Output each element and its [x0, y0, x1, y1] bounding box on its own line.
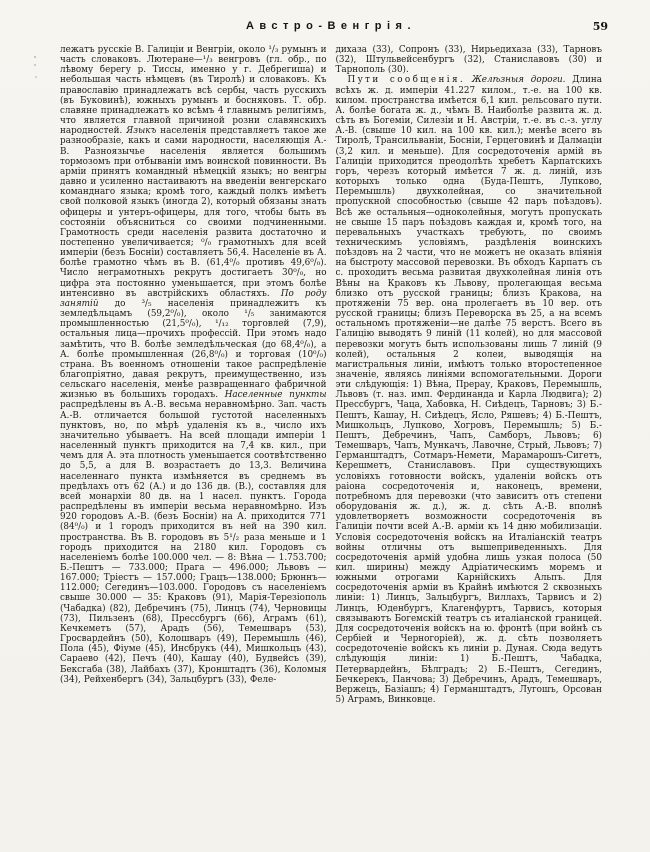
column-right [336, 45, 603, 705]
paragraph [60, 45, 327, 685]
text-columns [60, 45, 602, 705]
text-run-italic: Желѣзныя дороги. [471, 75, 566, 86]
text-run-spaced: Пути сообщенія. [347, 75, 466, 86]
text-run-normal: населенія представляетъ такое же разнообразіе, какъ и сами народности, населяющія А.-В. Разноязычье населенія является большимъ тормозомъ при отбываніи имъ воинской повинности. Въ арміи принятъ командный нѣмецкій языкъ; но венгры давно и усиленно настаиваютъ на введеніи венгерскаго команднаго языка; кромѣ того, каждый полкъ имѣетъ свой полковой языкъ (иногда 2), который обязаны знать офицеры и унтеръ-офицеры, для того, чтобы быть въ состояніи объясниться со своими подчиненными. Грамотность среди населенія развита достаточно и постепенно увеличивается; ⁰/₀ грамотныхъ для всей имперіи (безъ Босніи) составляетъ 56,4. Населеніе въ А. болѣе грамотно чѣмъ въ В. (61,4⁰/₀ противъ 49,6⁰/₀). Число неграмотныхъ рекрутъ достигаетъ 30⁰/₀, но цифра эта постоянно уменьшается, при этомъ болѣе интенсивно въ австрійскихъ областяхъ. [60, 126, 327, 299]
text-run-normal [465, 75, 472, 85]
text-run-italic: Населенные пункты [224, 390, 327, 401]
text-run-normal: распредѣлены въ А.-В. весьма неравномѣрно. Зап. часть А.-В. отличается большой густотой населенныхъ пунктовъ, но, по мѣрѣ удаленія къ в., число ихъ значительно убываетъ. На всей площади имперіи 1 населенный пунктъ приходится на 7,4 кв. кил., при чемъ для А. эта плотность уменьшается соотвѣтственно до 5,5, а для В. возрастаетъ до 13,3. Величина населеннаго пункта измѣняется въ среднемъ въ предѣлахъ отъ 62 (А.) и до 136 дв. (В.), составляя для всей монархіи 80 дв. на 1 насел. пунктъ. Города распредѣлены въ имперіи весьма неравномѣрно. Изъ 920 городовъ А.-В. (безъ Босніи) на А. приходится 771 (84⁰/₀) и 1 городъ приходится въ ней на 390 кил. пространства. Въ В. городовъ въ 5¹/₂ раза меньше и 1 городъ приходится на 2180 кил. Городовъ съ населеніемъ болѣе 100.000 чел. — 8: Вѣна — 1.753.700; Б.-Пештъ — 733.000; Прага — 496.000; Львовъ — 167.000; Тріестъ — 157.000; Грацъ—138.000; Брюннъ—112.000; Сегединъ—103.000. Городовъ съ населеніемъ свыше 30.000 — 35: Краковъ (91), Марія-Терезіополь (Чабадка) (82), Дебречинъ (75), Линцъ (74), Черновицы (73), Пильзенъ (68), Прессбургъ (66), Аграмъ (61), Кечкеметъ (57), Арадъ (56), Темешваръ (53), Гросвардейнъ (50), Колошваръ (49), Перемышль (46), Пола (45), Фіуме (45), Инсбрукъ (44), Мишкольцъ (43), Сараево (42), Печъ (40), Кашау (40), Будвейсъ (39), Бексгаба (38), Лайбахъ (37), Кронштадтъ (36), Коломыя (34), Рейхенбергъ (34), Зальцбургъ (33), Феле- [60, 400, 327, 685]
scan-artifact [34, 56, 36, 58]
running-title: Австро-Венгрія. [245, 20, 417, 32]
paragraph [336, 45, 603, 75]
text-run-normal: Длина всѣхъ ж. д. имперіи 41.227 килом., т.-е. на 100 кв. килом. пространства имѣется 6,1 кил. рельсоваго пути. А. болѣе богата ж. д., чѣмъ В. Наиболѣе развита ж. д. сѣть въ Богеміи, Силезіи и Н. Австріи, т.-е. въ с.-з. углу А.-В. (свыше 10 кил. на 100 кв. кил.); менѣе всего въ Тиролѣ, Трансильваніи, Босніи, Герцеговинѣ и Далмаціи (3,2 кил. и меньше). Для сосредоточенія армій въ Галиціи приходится преодолѣть хребетъ Карпатскихъ горъ, черезъ который имѣется 7 ж. д. линій, изъ которыхъ только одна (Буда-Пештъ, Лупково, Перемышль) двухколейная, со значительной пропускной способностью (свыше 42 паръ поѣздовъ). Всѣ же остальныя—одноколейныя, могутъ пропускать не свыше 15 паръ поѣздовъ каждая и, кромѣ того, на перевальныхъ участкахъ требуютъ, по своимъ техническимъ условіямъ, раздѣленія воинскихъ поѣздовъ на 2 части, что не можетъ не оказать вліянія на быстроту массовой перевозки. Въ обходъ Карпатъ съ с. проходитъ весьма развитая двухколейная линія отъ Вѣны на Краковъ къ Львову, пролегающая весьма близко отъ русской границы; близъ Кракова, на протяженіи 75 вер. она пролегаетъ въ 10 вер. отъ русской границы; близъ Переворска въ 25, а на всемъ остальномъ протяженіи—не далѣе 75 верстъ. Всего въ Галицію выводятъ 9 линій (11 колей), но для массовой перевозки могутъ быть использованы лишь 7 линій (9 колей), остальныя 2 колеи, выводящія на магистральныя линіи, имѣютъ только второстепенное значеніе, являясь линіями вспомогательными. Дороги эти слѣдующія: 1) Вѣна, Прерау, Краковъ, Перемышль, Львовъ (т. наз. имп. Фердинанда и Карла Людвига); 2) Прессбургъ, Чаца, Хабовка, Н. Сиѣдецъ, Тарновъ; 3) Б.-Пештъ, Кашау, Н. Сиѣдецъ, Ясло, Ряшевъ; 4) Б.-Пештъ, Мишкольцъ, Лупково, Хогровъ, Перемышль; 5) Б.-Пештъ, Дебречинъ, Чапъ, Самборъ, Львовъ; 6) Темешваръ, Чапъ, Мункачъ, Лавочне, Стрый, Львовъ; 7) Германштадтъ, Сотмаръ-Немети, Марамарошъ-Сигетъ, Керешметъ, Станиславовъ. При существующихъ условіяхъ готовности войскъ, удаленіи войскъ отъ раіона сосредоточенія и, наконецъ, времени, потребномъ для перевозки (что зависитъ отъ степени оборудованія ж. д.), ж. д. сѣть А.-В. вполнѣ удовлетворяетъ возможности сосредоточенія въ Галиціи почти всей А.-В. арміи къ 14 дню мобилизаціи. Условія сосредоточенія войскъ на Италіанскій театръ войны отличны отъ вышеприведенныхъ. Для сосредоточенія армій удобна лишь узкая полоса (50 кил. ширины) между Адріатическимъ моремъ и южными отрогами Карнійскихъ Альпъ. Для сосредоточенія арміи въ Крайнѣ имѣются 2 сквозныхъ линіи: 1) Линцъ, Зальцбургъ, Виллахъ, Тарвисъ и 2) Линцъ, Юденбургъ, Клагенфуртъ, Тарвисъ, которыя связываютъ Богемскій театръ съ италіанской границей. Для сосредоточенія войскъ на ю. фронтѣ (при войнѣ съ Сербіей и Черногоріей), ж. д. сѣть позволяетъ сосредоточеніе войскъ къ линіи р. Дуная. Сюда ведутъ слѣдующія линіи: 1) Б.-Пештъ, Чабадка, Петервардейнъ, Бѣлградъ; 2) Б.-Пештъ, Сегединъ, Бечкерекъ, Панчова; 3) Дебречинъ, Арадъ, Темешваръ, Вержецъ, Базіашъ; 4) Германштадтъ, Лугошъ, Орсован 5) Аграмъ, Винковце. [335, 75, 602, 705]
page-header [60, 20, 608, 38]
text-run-normal: дихаза (33), Сопронъ (33), Нирьедихаза (33), Тарновъ (32), Штульвейсенбургъ (32), Станиславовъ (30) и Тарнополь (30). [335, 45, 602, 76]
page-number: 59 [592, 20, 608, 33]
text-run-normal: до ³/₅ населенія принадлежитъ къ земледѣльцамъ (59,2⁰/₀), около ¹/₅ занимаются промышленностью (21,5⁰/₀), ¹/₁₂ торговлей (7,9), остальныя лица—прочихъ профессій. При этомъ надо замѣтить, что В. болѣе земледѣльческая (до 68,4⁰/₀), а А. болѣе промышленная (26,8⁰/₀) и торговая (10⁰/₀) страна. Въ военномъ отношеніи такое распредѣленіе благопріятно, давая рекрутъ, преимущественно, изъ сельскаго населенія, менѣе развращеннаго фабричной жизнью въ большихъ городахъ. [60, 298, 327, 401]
paragraph [336, 75, 603, 705]
text-run-italic: По роду занятій [60, 288, 327, 309]
column-left [60, 45, 327, 705]
text-run-normal: лежатъ русскіе В. Галиціи и Венгріи, около ¹/₃ румынъ и часть словаковъ. Лютеране—¹/₃ венгровъ (гл. обр., по лѣвому берегу р. Тиссы, именно у г. Дебрегиша) и небольшая часть нѣмцевъ (въ Тиролѣ) и словаковъ. Къ православію принадлежатъ всѣ сербы, часть русскихъ (въ Буковинѣ), южныхъ румынъ и босняковъ. Т. обр. славяне принадлежатъ ко всѣмъ 4 главнымъ религіямъ, что является главной причиной розни славянскихъ народностей. [60, 45, 327, 137]
text-run-italic: Языкъ [126, 126, 157, 137]
